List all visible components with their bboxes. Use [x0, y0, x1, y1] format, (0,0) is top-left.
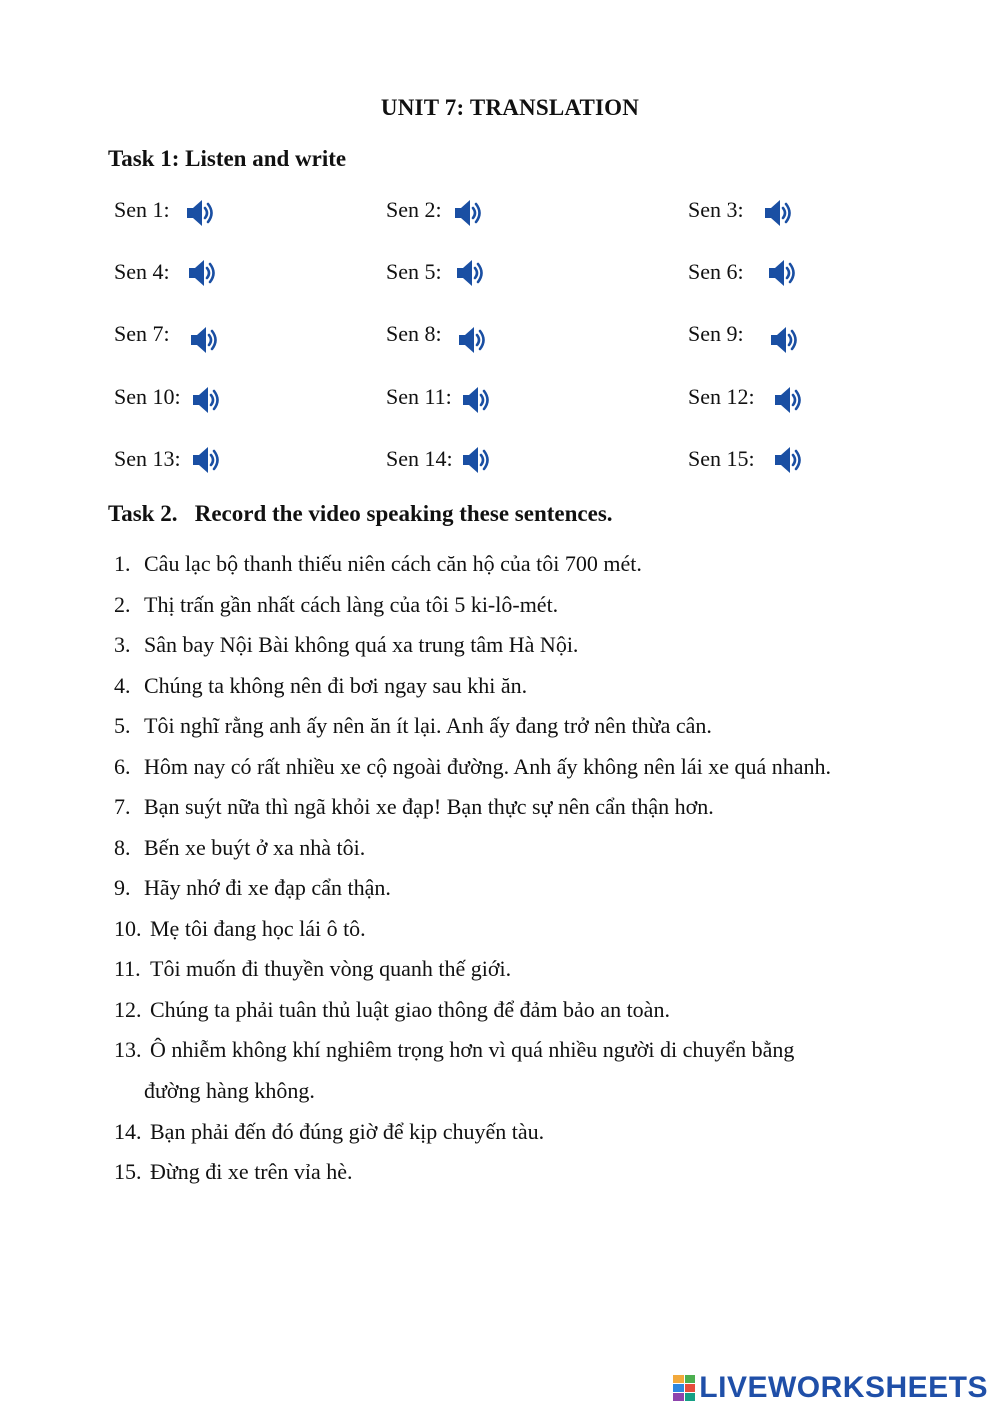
sentence-audio-label: Sen 11: [386, 384, 452, 409]
sentence-audio-item [688, 446, 755, 472]
sentence-text: Ô nhiễm không khí nghiêm trọng hơn vì quá nhiều người di chuyển bằng [150, 1037, 795, 1062]
speaker-icon[interactable] [460, 384, 492, 416]
sentence-number: 7. [114, 794, 131, 819]
sentence-audio-item [386, 321, 442, 347]
sentence-item [114, 794, 714, 820]
sentence-audio-label: Sen 4: [114, 259, 170, 284]
sentence-audio-item [114, 197, 170, 223]
speaker-icon[interactable] [460, 444, 492, 476]
sentence-number: 5. [114, 713, 131, 738]
sentence-number: 6. [114, 754, 131, 779]
sentence-number: 13. [114, 1037, 142, 1062]
sentence-item [114, 632, 578, 658]
sentence-audio-item [688, 197, 744, 223]
logo-text: LIVEWORKSHEETS [699, 1371, 988, 1404]
sentence-item [114, 835, 365, 861]
speaker-icon[interactable] [184, 197, 216, 229]
sentence-audio-label: Sen 3: [688, 197, 744, 222]
speaker-icon[interactable] [452, 197, 484, 229]
sentence-text: Chúng ta phải tuân thủ luật giao thông để đảm bảo an toàn. [150, 997, 670, 1022]
sentence-item [114, 916, 366, 942]
sentence-number: 4. [114, 673, 131, 698]
sentence-audio-item [386, 384, 452, 410]
page-title: UNIT 7: TRANSLATION [380, 95, 640, 120]
sentence-item [114, 673, 527, 699]
sentence-number: 3. [114, 632, 131, 657]
liveworksheets-logo-icon [673, 1375, 695, 1401]
speaker-icon[interactable] [188, 324, 220, 356]
sentence-audio-label: Sen 2: [386, 197, 442, 222]
sentence-number: 12. [114, 997, 142, 1022]
sentence-item [114, 997, 670, 1023]
sentence-item [114, 713, 712, 739]
sentence-audio-item [114, 384, 181, 410]
sentence-item [114, 754, 831, 780]
sentence-item [114, 1037, 794, 1063]
sentence-audio-item [688, 259, 744, 285]
sentence-text: Thị trấn gần nhất cách làng của tôi 5 ki-lô-mét. [144, 592, 559, 617]
sentence-audio-label: Sen 14: [386, 446, 453, 471]
speaker-icon[interactable] [772, 444, 804, 476]
sentence-audio-label: Sen 12: [688, 384, 755, 409]
sentence-audio-label: Sen 8: [386, 321, 442, 346]
sentence-audio-item [386, 446, 453, 472]
sentence-text: Mẹ tôi đang học lái ô tô. [150, 916, 366, 941]
sentence-audio-label: Sen 6: [688, 259, 744, 284]
speaker-icon[interactable] [766, 257, 798, 289]
sentence-audio-item [114, 321, 170, 347]
sentence-text: Sân bay Nội Bài không quá xa trung tâm Hà Nội. [144, 632, 579, 657]
sentence-audio-label: Sen 10: [114, 384, 181, 409]
sentence-item [114, 1159, 353, 1185]
liveworksheets-logo [673, 1371, 988, 1405]
sentence-audio-label: Sen 5: [386, 259, 442, 284]
sentence-number: 14. [114, 1119, 142, 1144]
sentence-item [114, 956, 511, 982]
sentence-text: Bến xe buýt ở xa nhà tôi. [144, 835, 366, 860]
sentence-audio-item [688, 321, 744, 347]
sentence-audio-label: Sen 15: [688, 446, 755, 471]
sentence-audio-label: Sen 7: [114, 321, 170, 346]
sentence-item [114, 592, 558, 618]
speaker-icon[interactable] [190, 384, 222, 416]
sentence-number: 11. [114, 956, 141, 981]
sentence-text: Câu lạc bộ thanh thiếu niên cách căn hộ của tôi 700 mét. [144, 551, 642, 576]
sentence-audio-item [688, 384, 755, 410]
sentence-number: 10. [114, 916, 142, 941]
speaker-icon[interactable] [190, 444, 222, 476]
sentence-number: 9. [114, 875, 131, 900]
sentence-number: 1. [114, 551, 131, 576]
speaker-icon[interactable] [772, 384, 804, 416]
sentence-continuation: đường hàng không. [144, 1078, 315, 1103]
speaker-icon[interactable] [762, 197, 794, 229]
sentence-text: Hãy nhớ đi xe đạp cẩn thận. [144, 875, 391, 900]
sentence-audio-item [114, 259, 170, 285]
sentence-number: 2. [114, 592, 131, 617]
sentence-audio-label: Sen 1: [114, 197, 170, 222]
sentence-text: Tôi muốn đi thuyền vòng quanh thế giới. [150, 956, 512, 981]
sentence-item [114, 875, 391, 901]
sentence-item [114, 1119, 544, 1145]
sentence-item [114, 551, 642, 577]
sentence-text: Bạn phải đến đó đúng giờ để kịp chuyến tàu. [150, 1119, 545, 1144]
sentence-text: Tôi nghĩ rằng anh ấy nên ăn ít lại. Anh ấy đang trở nên thừa cân. [144, 713, 712, 738]
task1-heading: Task 1: Listen and write [108, 146, 347, 171]
speaker-icon[interactable] [456, 324, 488, 356]
sentence-text: Hôm nay có rất nhiều xe cộ ngoài đường. Anh ấy không nên lái xe quá nhanh. [144, 754, 832, 779]
speaker-icon[interactable] [768, 324, 800, 356]
sentence-number: 15. [114, 1159, 142, 1184]
sentence-text: Chúng ta không nên đi bơi ngay sau khi ăn. [144, 673, 528, 698]
speaker-icon[interactable] [186, 257, 218, 289]
sentence-audio-label: Sen 9: [688, 321, 744, 346]
sentence-number: 8. [114, 835, 131, 860]
sentence-text: Bạn suýt nữa thì ngã khỏi xe đạp! Bạn thực sự nên cẩn thận hơn. [144, 794, 714, 819]
speaker-icon[interactable] [454, 257, 486, 289]
task2-heading: Task 2. Record the video speaking these sentences. [108, 501, 613, 526]
sentence-audio-item [114, 446, 181, 472]
sentence-audio-label: Sen 13: [114, 446, 181, 471]
sentence-audio-item [386, 259, 442, 285]
sentence-text: Đừng đi xe trên vỉa hè. [150, 1159, 353, 1184]
sentence-audio-item [386, 197, 442, 223]
